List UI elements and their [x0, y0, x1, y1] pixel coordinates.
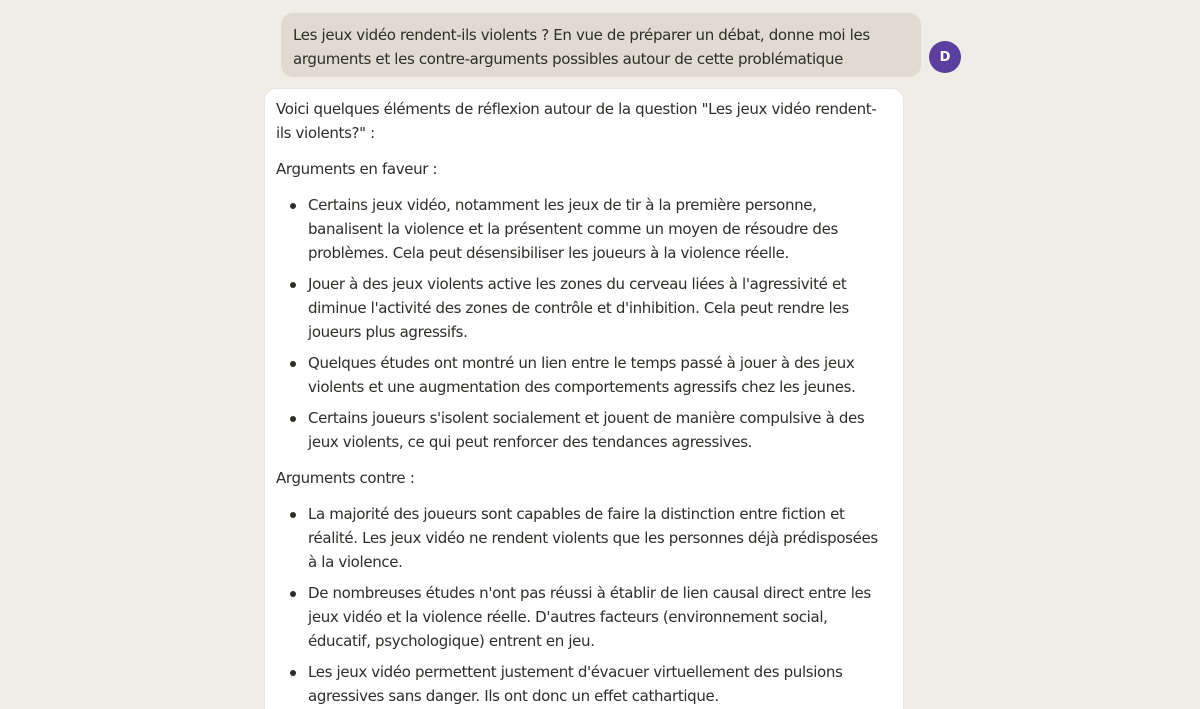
- list-item: La majorité des joueurs sont capables de faire la distinction entre fiction et réalité. Les jeux vidéo ne rendent violents que les personnes déjà prédisposées à la violence.: [276, 502, 891, 574]
- avatar-initial: D: [939, 49, 951, 65]
- list-item: Jouer à des jeux violents active les zones du cerveau liées à l'agressivité et diminue l'activité des zones de contrôle et d'inhibition. Cela peut rendre les joueurs plus agressifs.: [276, 272, 891, 344]
- arguments-for-heading: Arguments en faveur :: [276, 160, 438, 178]
- list-item: Quelques études ont montré un lien entre le temps passé à jouer à des jeux violents et une augmentation des comportements agressifs chez les jeunes.: [276, 351, 891, 399]
- assistant-message-card: [264, 88, 904, 709]
- assistant-intro: Voici quelques éléments de réflexion autour de la question "Les jeux vidéo rendent-ils violents?" :: [276, 100, 877, 142]
- arguments-against-list: [276, 502, 891, 708]
- user-message-text: Les jeux vidéo rendent-ils violents ? En vue de préparer un débat, donne moi les arguments et les contre-arguments possibles autour de cette problématique: [293, 26, 870, 68]
- list-item: De nombreuses études n'ont pas réussi à établir de lien causal direct entre les jeux vidéo et la violence réelle. D'autres facteurs (environnement social, éducatif, psychologique) entrent en jeu.: [276, 581, 891, 653]
- list-item: Certains jeux vidéo, notamment les jeux de tir à la première personne, banalisent la violence et la présentent comme un moyen de résoudre des problèmes. Cela peut désensibiliser les joueurs à la violence réelle.: [276, 193, 891, 265]
- user-message-bubble: [281, 13, 921, 77]
- list-item: Les jeux vidéo permettent justement d'évacuer virtuellement des pulsions agressives sans danger. Ils ont donc un effet cathartique.: [276, 660, 891, 708]
- arguments-against-heading: Arguments contre :: [276, 469, 415, 487]
- user-message-row: [281, 13, 961, 77]
- list-item: Certains joueurs s'isolent socialement et jouent de manière compulsive à des jeux violents, ce qui peut renforcer des tendances agressives.: [276, 406, 891, 454]
- user-avatar[interactable]: [929, 41, 961, 73]
- arguments-for-list: [276, 193, 891, 454]
